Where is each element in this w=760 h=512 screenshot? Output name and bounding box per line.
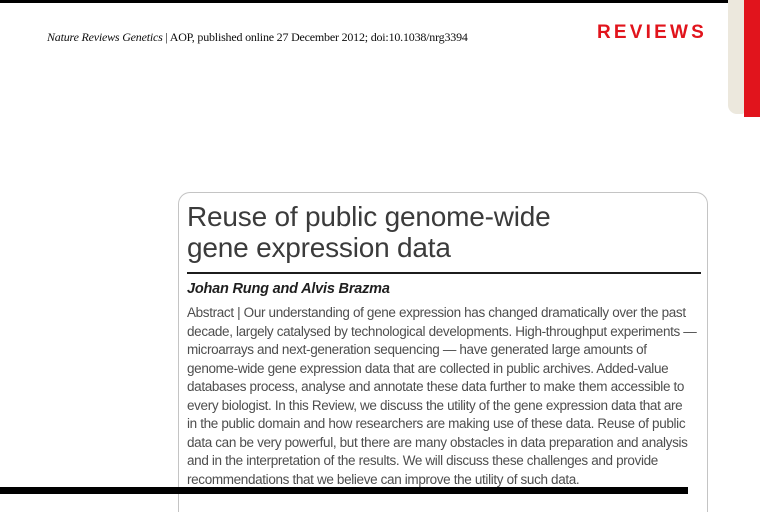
top-rule xyxy=(0,0,744,3)
abstract-line: recommendations that we believe can improve the utility of such data. xyxy=(187,471,580,487)
journal-name: Nature Reviews Genetics xyxy=(47,30,163,44)
abstract-paragraph xyxy=(187,304,701,489)
page-tab xyxy=(744,0,760,117)
bottom-rule xyxy=(0,487,688,494)
article-title-line: Reuse of public genome-wide xyxy=(187,201,551,232)
page-tab-shadow xyxy=(728,0,744,114)
abstract-line: in the public domain and how researchers are making use of these data. Reuse of public xyxy=(187,416,686,431)
abstract-line: data can be very powerful, but there are many obstacles in data preparation and analysis xyxy=(187,434,688,450)
article-panel xyxy=(178,192,708,512)
abstract-line: and in the interpretation of the results. We will discuss these challenges and provide xyxy=(187,453,658,468)
reviews-banner: REVIEWS xyxy=(596,22,707,43)
article-title-line: gene expression data xyxy=(187,232,451,263)
abstract-line: Abstract | Our understanding of gene expression has changed dramatically over the past xyxy=(187,305,686,320)
abstract-line: microarrays and next-generation sequencing — have generated large amounts of xyxy=(187,342,647,357)
article-title xyxy=(187,199,701,263)
journal-meta: | AOP, published online 27 December 2012; doi:10.1038/nrg3394 xyxy=(162,30,468,44)
abstract-line: databases process, analyse and annotate these data further to make them accessible to xyxy=(187,379,685,394)
authors-byline: Johan Rung and Alvis Brazma xyxy=(187,281,390,297)
abstract-line: genome-wide gene expression data that are collected in public archives. Added-value xyxy=(187,360,669,376)
abstract-line: decade, largely catalysed by technological developments. High-throughput experiments — xyxy=(187,323,697,339)
title-rule xyxy=(187,272,701,274)
journal-header xyxy=(47,30,468,45)
abstract-line: every biologist. In this Review, we discuss the utility of the gene expression data that are xyxy=(187,397,683,413)
